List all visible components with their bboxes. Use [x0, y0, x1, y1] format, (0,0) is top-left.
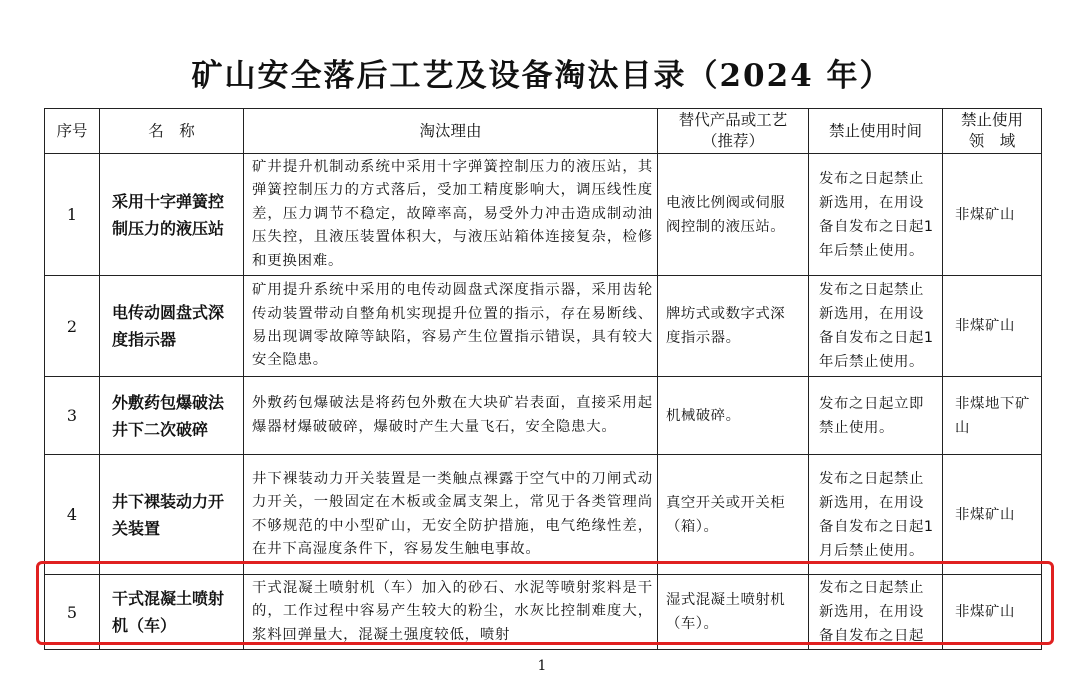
elimination-catalog-table [44, 108, 1042, 650]
table-row [45, 377, 1042, 455]
row-reason: 井下裸装动力开关装置是一类触点裸露于空气中的刀闸式动力开关，一般固定在木板或金属支架上，常见于各类管理尚不够规范的中小型矿山，无安全防护措施，电气绝缘性差，在井下高湿度条件下，容易发生触电事故。 [244, 455, 658, 575]
table-row [45, 154, 1042, 276]
row-no: 5 [45, 575, 100, 650]
row-reason: 矿用提升系统中采用的电传动圆盘式深度指示器，采用齿轮传动装置带动自整角机实现提升位置的指示，存在易断线、易出现调零故障等缺陷，容易产生位置指示错误，具有较大安全隐患。 [244, 276, 658, 377]
row-reason: 矿井提升机制动系统中采用十字弹簧控制压力的液压站，其弹簧控制压力的方式落后，受加工精度影响大，调压线性度差，压力调节不稳定，故障率高，易受外力冲击造成制动油压失控，且液压装置体积大，与液压站箱体连接复杂，检修和更换困难。 [244, 154, 658, 276]
header-name: 名 称 [100, 109, 244, 154]
row-scope: 非煤矿山 [943, 575, 1042, 650]
table-row [45, 575, 1042, 650]
row-alternative: 电液比例阀或伺服阀控制的液压站。 [658, 154, 809, 276]
row-ban-time: 发布之日起禁止新选用，在用设备自发布之日起1月后禁止使用。 [809, 455, 943, 575]
page-number: 1 [537, 658, 547, 674]
document-title: 矿山安全落后工艺及设备淘汰目录（2024 年） [191, 58, 893, 94]
row-alternative: 湿式混凝土喷射机（车）。 [658, 575, 809, 650]
row-no: 4 [45, 455, 100, 575]
row-reason: 外敷药包爆破法是将药包外敷在大块矿岩表面，直接采用起爆器材爆破破碎，爆破时产生大量飞石，安全隐患大。 [244, 377, 658, 455]
row-scope: 非煤矿山 [943, 276, 1042, 377]
table-row [45, 455, 1042, 575]
row-no: 2 [45, 276, 100, 377]
row-ban-time: 发布之日起禁止新选用，在用设备自发布之日起1年后禁止使用。 [809, 154, 943, 276]
header-no: 序号 [45, 109, 100, 154]
row-reason: 干式混凝土喷射机（车）加入的砂石、水泥等喷射浆料是干的，工作过程中容易产生较大的粉尘，水灰比控制难度大，浆料回弹量大，混凝土强度较低，喷射 [244, 575, 658, 650]
row-name: 干式混凝土喷射机（车） [100, 575, 244, 650]
header-alternative: 替代产品或工艺 （推荐） [658, 109, 809, 154]
row-name: 外敷药包爆破法井下二次破碎 [100, 377, 244, 455]
row-no: 3 [45, 377, 100, 455]
row-ban-time: 发布之日起立即禁止使用。 [809, 377, 943, 455]
row-scope: 非煤矿山 [943, 455, 1042, 575]
header-ban-time: 禁止使用时间 [809, 109, 943, 154]
row-no: 1 [45, 154, 100, 276]
table-header-row [45, 109, 1042, 154]
row-ban-time: 发布之日起禁止新选用，在用设备自发布之日起 [809, 575, 943, 650]
header-scope: 禁止使用 领 域 [943, 109, 1042, 154]
row-name: 采用十字弹簧控制压力的液压站 [100, 154, 244, 276]
header-reason: 淘汰理由 [244, 109, 658, 154]
row-scope: 非煤地下矿山 [943, 377, 1042, 455]
row-scope: 非煤矿山 [943, 154, 1042, 276]
row-ban-time: 发布之日起禁止新选用，在用设备自发布之日起1年后禁止使用。 [809, 276, 943, 377]
row-alternative: 真空开关或开关柜（箱）。 [658, 455, 809, 575]
row-alternative: 机械破碎。 [658, 377, 809, 455]
row-alternative: 牌坊式或数字式深度指示器。 [658, 276, 809, 377]
row-name: 电传动圆盘式深度指示器 [100, 276, 244, 377]
row-name: 井下裸装动力开关装置 [100, 455, 244, 575]
table-row [45, 276, 1042, 377]
